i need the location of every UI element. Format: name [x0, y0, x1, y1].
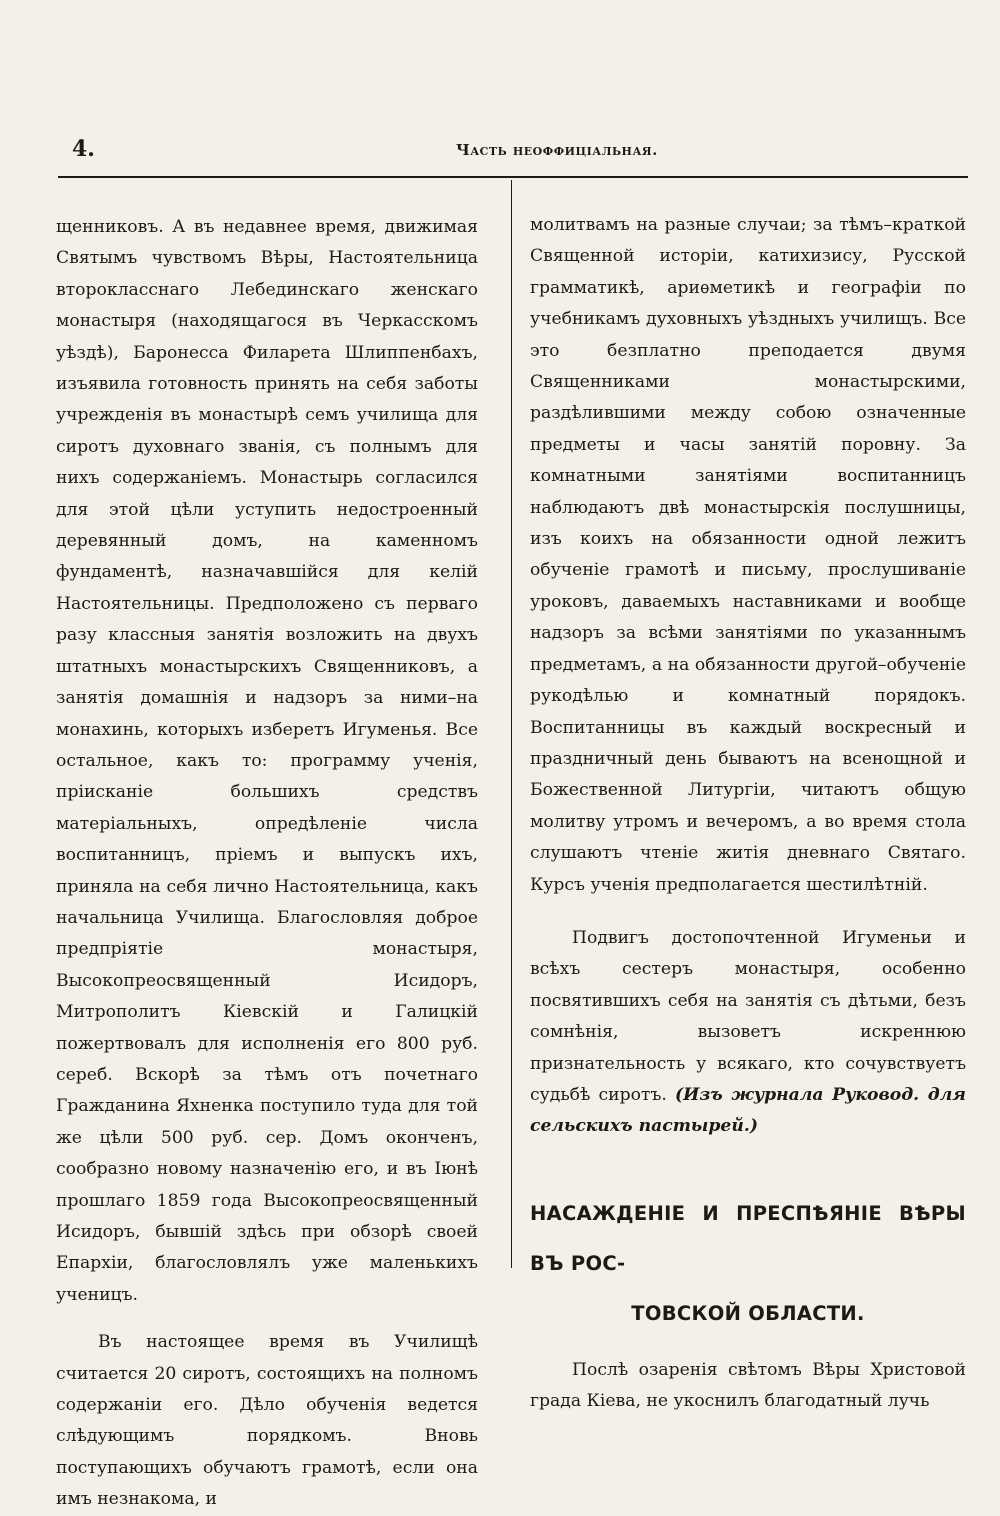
- right-column: [530, 210, 966, 1418]
- section-heading-line-1: НАСАЖДЕНІЕ И ПРЕСПѢЯНІЕ ВѢРЫ ВЪ РОС-: [530, 1201, 966, 1275]
- header-rule: [58, 176, 968, 178]
- right-paragraph-2-text: Подвигъ достопочтенной Игуменьи и всѣхъ сестеръ монастыря, особенно посвятившихъ себя на занятія съ дѣтьми, безъ сомнѣнія, вызоветъ искреннюю признательность у всякаго, кто сочувствуетъ судьбѣ сиротъ.: [530, 927, 966, 1105]
- section-heading: [530, 1189, 966, 1339]
- source-citation: (Изъ журнала Руковод. для сельскихъ пастырей.): [530, 1084, 966, 1137]
- section-heading-line-2: ТОВСКОЙ ОБЛАСТИ.: [631, 1301, 865, 1325]
- page-header: [58, 132, 968, 172]
- page-number: 4.: [72, 136, 95, 162]
- running-title: Часть неоффиціальная.: [456, 141, 658, 159]
- left-column: [56, 212, 478, 1516]
- right-paragraph-3: Послѣ озаренія свѣтомъ Вѣры Христовой града Кіева, не укоснилъ благодатный лучь: [530, 1359, 966, 1412]
- left-paragraph-1: щенниковъ. А въ недавнее время, движимая Святымъ чувствомъ Вѣры, Настоятельница второкласснаго Лебединскаго женскаго монастыря (находящагося въ Черкасскомъ уѣздѣ), Баронесса Филарета Шлиппенбахъ, изъявила готовность принять на себя заботы учрежденія въ монастырѣ семъ училища для сиротъ духовнаго званія, съ полнымъ для нихъ содержаніемъ. Монастырь согласился для этой цѣли уступить недостроенный деревянный домъ, на каменномъ фундаментѣ, назначавшійся для келій Настоятельницы. Предположено съ перваго разу классныя занятія возложить на двухъ штатныхъ монастырскихъ Священниковъ, а занятія домашнія и надзоръ за ними–на монахинь, которыхъ изберетъ Игуменья. Все остальное, какъ то: программу ученія, пріисканіе большихъ средствъ матеріальныхъ, опредѣленіе числа воспитанницъ, пріемъ и выпускъ ихъ, приняла на себя лично Настоятельница, какъ начальница Училища. Благословляя доброе предпріятіе монастыря, Высокопреосвященный Исидоръ, Митрополитъ Кіевскій и Галицкій пожертвовалъ для исполненія его 800 руб. сереб. Вскорѣ за тѣмъ отъ почетнаго Гражданина Яхненка поступило туда для той же цѣли 500 руб. сер. Домъ оконченъ, сообразно новому назначенію его, и въ Іюнѣ прошлаго 1859 года Высокопреосвященный Исидоръ, бывшій здѣсь при обзорѣ своей Епархіи, благословлялъ уже маленькихъ ученицъ.: [56, 217, 478, 1305]
- right-paragraph-1: молитвамъ на разные случаи; за тѣмъ–краткой Священной исторіи, катихизису, Русской грамматикѣ, ариѳметикѣ и географіи по учебникамъ духовныхъ уѣздныхъ училищъ. Все это безплатно преподается двумя Священниками монастырскими, раздѣлившими между собою означенные предметы и часы занятій поровну. За комнатными занятіями воспитанницъ наблюдаютъ двѣ монастырскія послушницы, изъ коихъ на обязанности одной лежитъ обученіе грамотѣ и письму, прослушиваніе уроковъ, даваемыхъ наставниками и вообще надзоръ за всѣми занятіями по указаннымъ предметамъ, а на обязанности другой–обученіе рукодѣлью и комнатный порядокъ. Воспитанницы въ каждый воскресный и праздничный день бываютъ на всенощной и Божественной Литургіи, читаютъ общую молитву утромъ и вечеромъ, а во время стола слушаютъ чтеніе житія дневнаго Святаго. Курсъ ученія предполагается шестилѣтній.: [530, 215, 966, 895]
- column-divider: [511, 180, 512, 1268]
- left-paragraph-2: Въ настоящее время въ Училищѣ считается 20 сиротъ, состоящихъ на полномъ содержаніи его. Дѣло обученія ведется слѣдующимъ порядкомъ. Вновь поступающихъ обучаютъ грамотѣ, если она имъ незнакома, и: [56, 1332, 478, 1510]
- right-paragraph-2: [530, 923, 966, 1143]
